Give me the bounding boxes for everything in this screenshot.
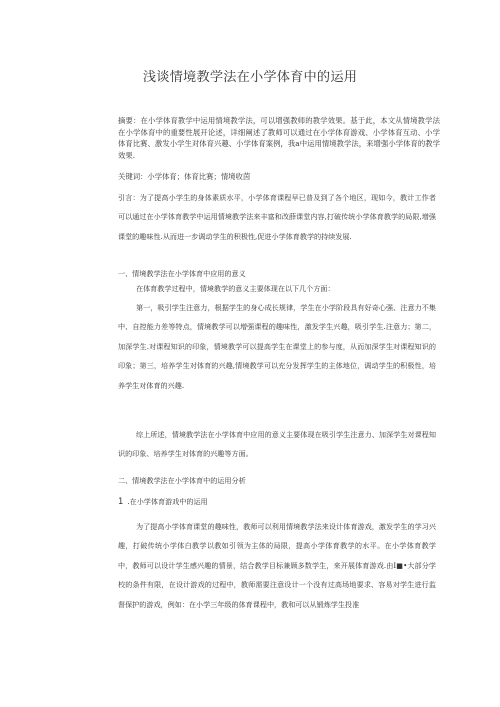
body-paragraph-3: 综上所述，情境教学法在小学体育中应用的意义主要体现在吸引学生注意力、加深学生对课程知识的印象、培养学生对体育的兴趣等方面。 (118, 430, 436, 459)
section-heading-1: 一、情境教学法在小学体育中应用的意义 (118, 269, 246, 278)
subsection-title: .在小学体育游戏中的运用 (127, 497, 208, 506)
body-paragraph-4: 为了提高小学体育课堂的趣味性，教师可以利用情境教学法来设计体育游戏，激发学生的学习兴趣，打破传统小学体白教学以教如引领为主体的局限，提高小学体育教学的水平。在小学体育教学中，教师可以设计学生感兴趣的情景，结合教学目标兼顾多数学生，来开展体育游戏.由I■•大部分学校的条件有限，在设计游戏的过程中，教师需要注意设计一个没有过高场地要求、容易对学生进行监督保护的游戏，例如：在小学三年级的体育课程中，教和可以从锻炼学生投准 (118, 522, 436, 609)
subsection-heading (118, 496, 436, 507)
body-paragraph-1: 在体育教学过程中，情境教学的意义主要体现在以下几个方面： (136, 284, 335, 293)
keywords-line: 关键词：小学体育；体育比赛；情境收茵 (118, 172, 251, 181)
document-title: 浅谈情境教学法在小学体育中的运用 (142, 70, 358, 85)
section-heading-2: 二、情境教学法在小学体育中的运用分析 (118, 476, 246, 485)
introduction-paragraph: 引言：为了提高小学生的身体素质水平，小学体育课程早已普及到了各个地区，现如今，教计工作者可以通过在小学体育教学中运用情境教学法来丰富和改薛课堂内容,打破传统小学体育教学的局限,增强课堂的趣味性.从而进一步调动学生的积极性,促进小学体育教学的持续发展. (118, 193, 436, 241)
body-paragraph-2: 第一，吸引学生注意力，根据学生的身心成长规律，学生在小学阶段具有好奇心强、注意力不集中、自控能力差等特点，情境教学可以增强课程的趣味性，激发学生兴趣，吸引学生.注意力；第二，加深学生.对课程知识的印象，情境教学可以提高学生在课堂上的参与度，从而加深学生对课程知识的印象；第三，培养学生对体育的兴趣,情境教学可以充分发挥学生的主体地位，调动学生的积极性，培养学生对体育的兴趣. (118, 303, 436, 390)
abstract-paragraph: 摘要：在小学体育教学中运用情境教学法，可以增强教师的教学效果。基于此，本文从情境教学法在小学体育中的重要性展开论述，详细阐述了教师可以通过在小学体育游戏、小学体育互动、小学体育比赛、激发小学生对体育兴趣、小学体育案例，我a中运用情境教学法，来增强小学体育的教学效果. (118, 116, 440, 160)
subsection-number: 1 (118, 496, 124, 506)
